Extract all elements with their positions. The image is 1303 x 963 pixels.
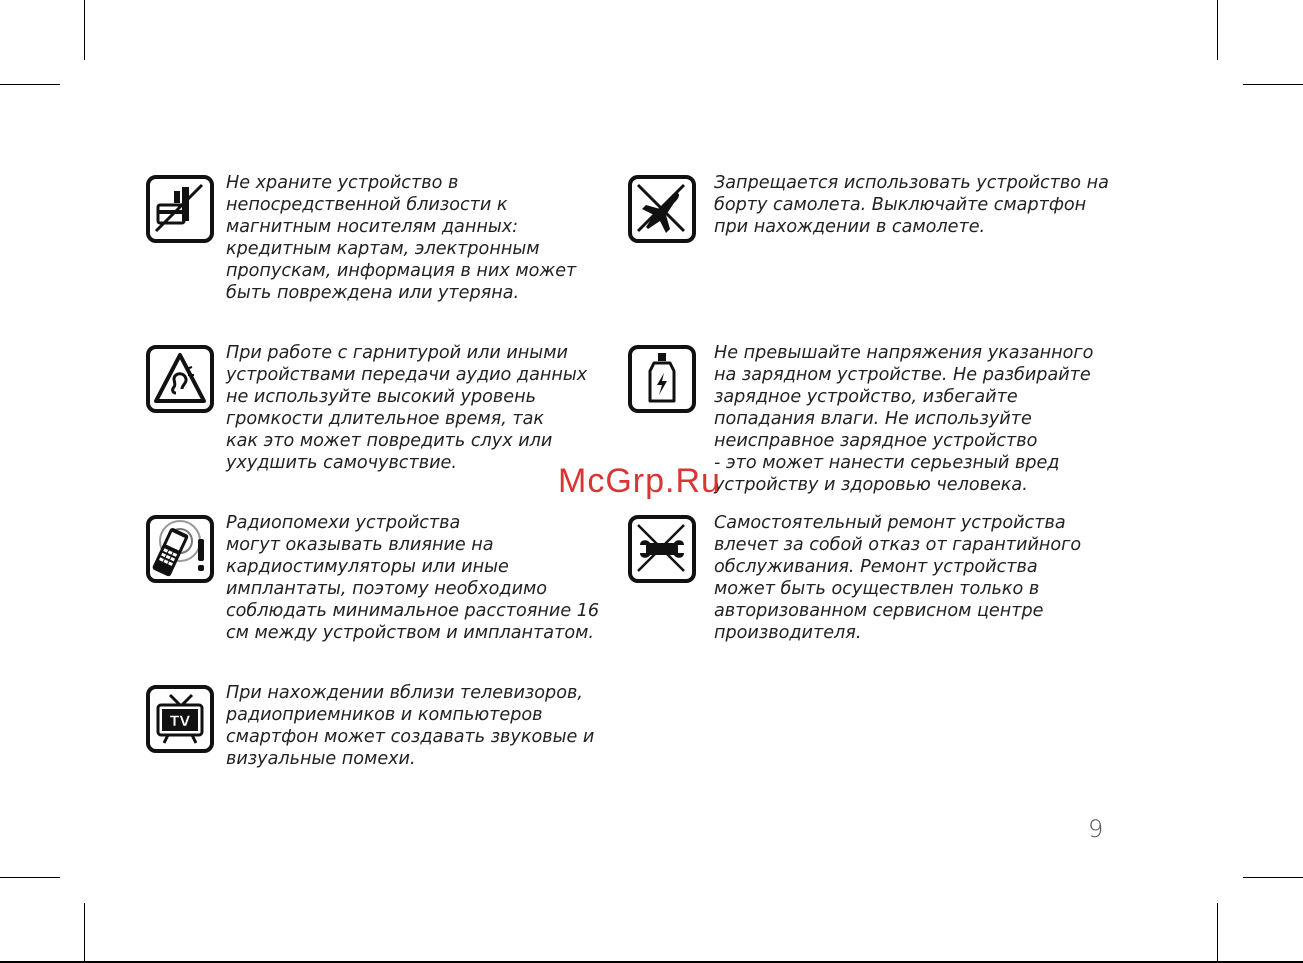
airplane-warning-text: Запрещается использовать устройство на борту самолета. Выключайте смартфон при нахождении в самолете. (714, 173, 1109, 237)
phone-radio-interference-icon (146, 515, 214, 583)
magnetic-warning-text: Не храните устройство в непосредственной близости к магнитным носителям данных: кредитным картам, электронным пропускам, информация в них может быть повреждена или утеряна. (226, 173, 577, 303)
crop-mark (0, 84, 60, 85)
charger-battery-icon (628, 345, 696, 413)
crop-mark (84, 0, 85, 60)
page-number: 9 (1088, 815, 1104, 843)
tv-interference-icon (146, 685, 214, 753)
repair-warning-text: Самостоятельный ремонт устройства влечет за собой отказ от гарантийного обслуживания. Ремонт устройства может быть осуществлен только в авторизованном сервисном центре производителя. (714, 513, 1082, 643)
repair-prohibited-icon (628, 515, 696, 583)
charger-warning-text: Не превышайте напряжения указанного на зарядном устройстве. Не разбирайте зарядное устройство, избегайте попадания влаги. Не используйте неисправное зарядное устройство - это может нанести серьезный вред устройству и здоровью человека. (714, 343, 1094, 495)
hearing-warning-icon (146, 345, 214, 413)
radio-interference-text: Радиопомехи устройства могут оказывать влияние на кардиостимуляторы или иные имплантаты, поэтому необходимо соблюдать минимальное расстояние 16 см между устройством и имплантатом. (226, 513, 600, 643)
crop-mark (1217, 903, 1218, 963)
crop-mark (1243, 877, 1303, 878)
airplane-prohibited-icon (628, 175, 696, 243)
crop-mark (84, 903, 85, 963)
tv-interference-text: При нахождении вблизи телевизоров, радиоприемников и компьютеров смартфон может создавать звуковые и визуальные помехи. (226, 683, 595, 769)
svg-text:TV: TV (169, 714, 191, 730)
crop-mark (1243, 84, 1303, 85)
hearing-warning-text: При работе с гарнитурой или иными устройствами передачи аудио данных не используйте высокий уровень громкости длительное время, так как это может повредить слух или ухудшить самочувствие. (226, 343, 588, 473)
watermark: McGrp.Ru (558, 462, 721, 500)
crop-mark (0, 877, 60, 878)
crop-mark (1217, 0, 1218, 60)
magnetic-card-prohibited-icon (146, 175, 214, 243)
